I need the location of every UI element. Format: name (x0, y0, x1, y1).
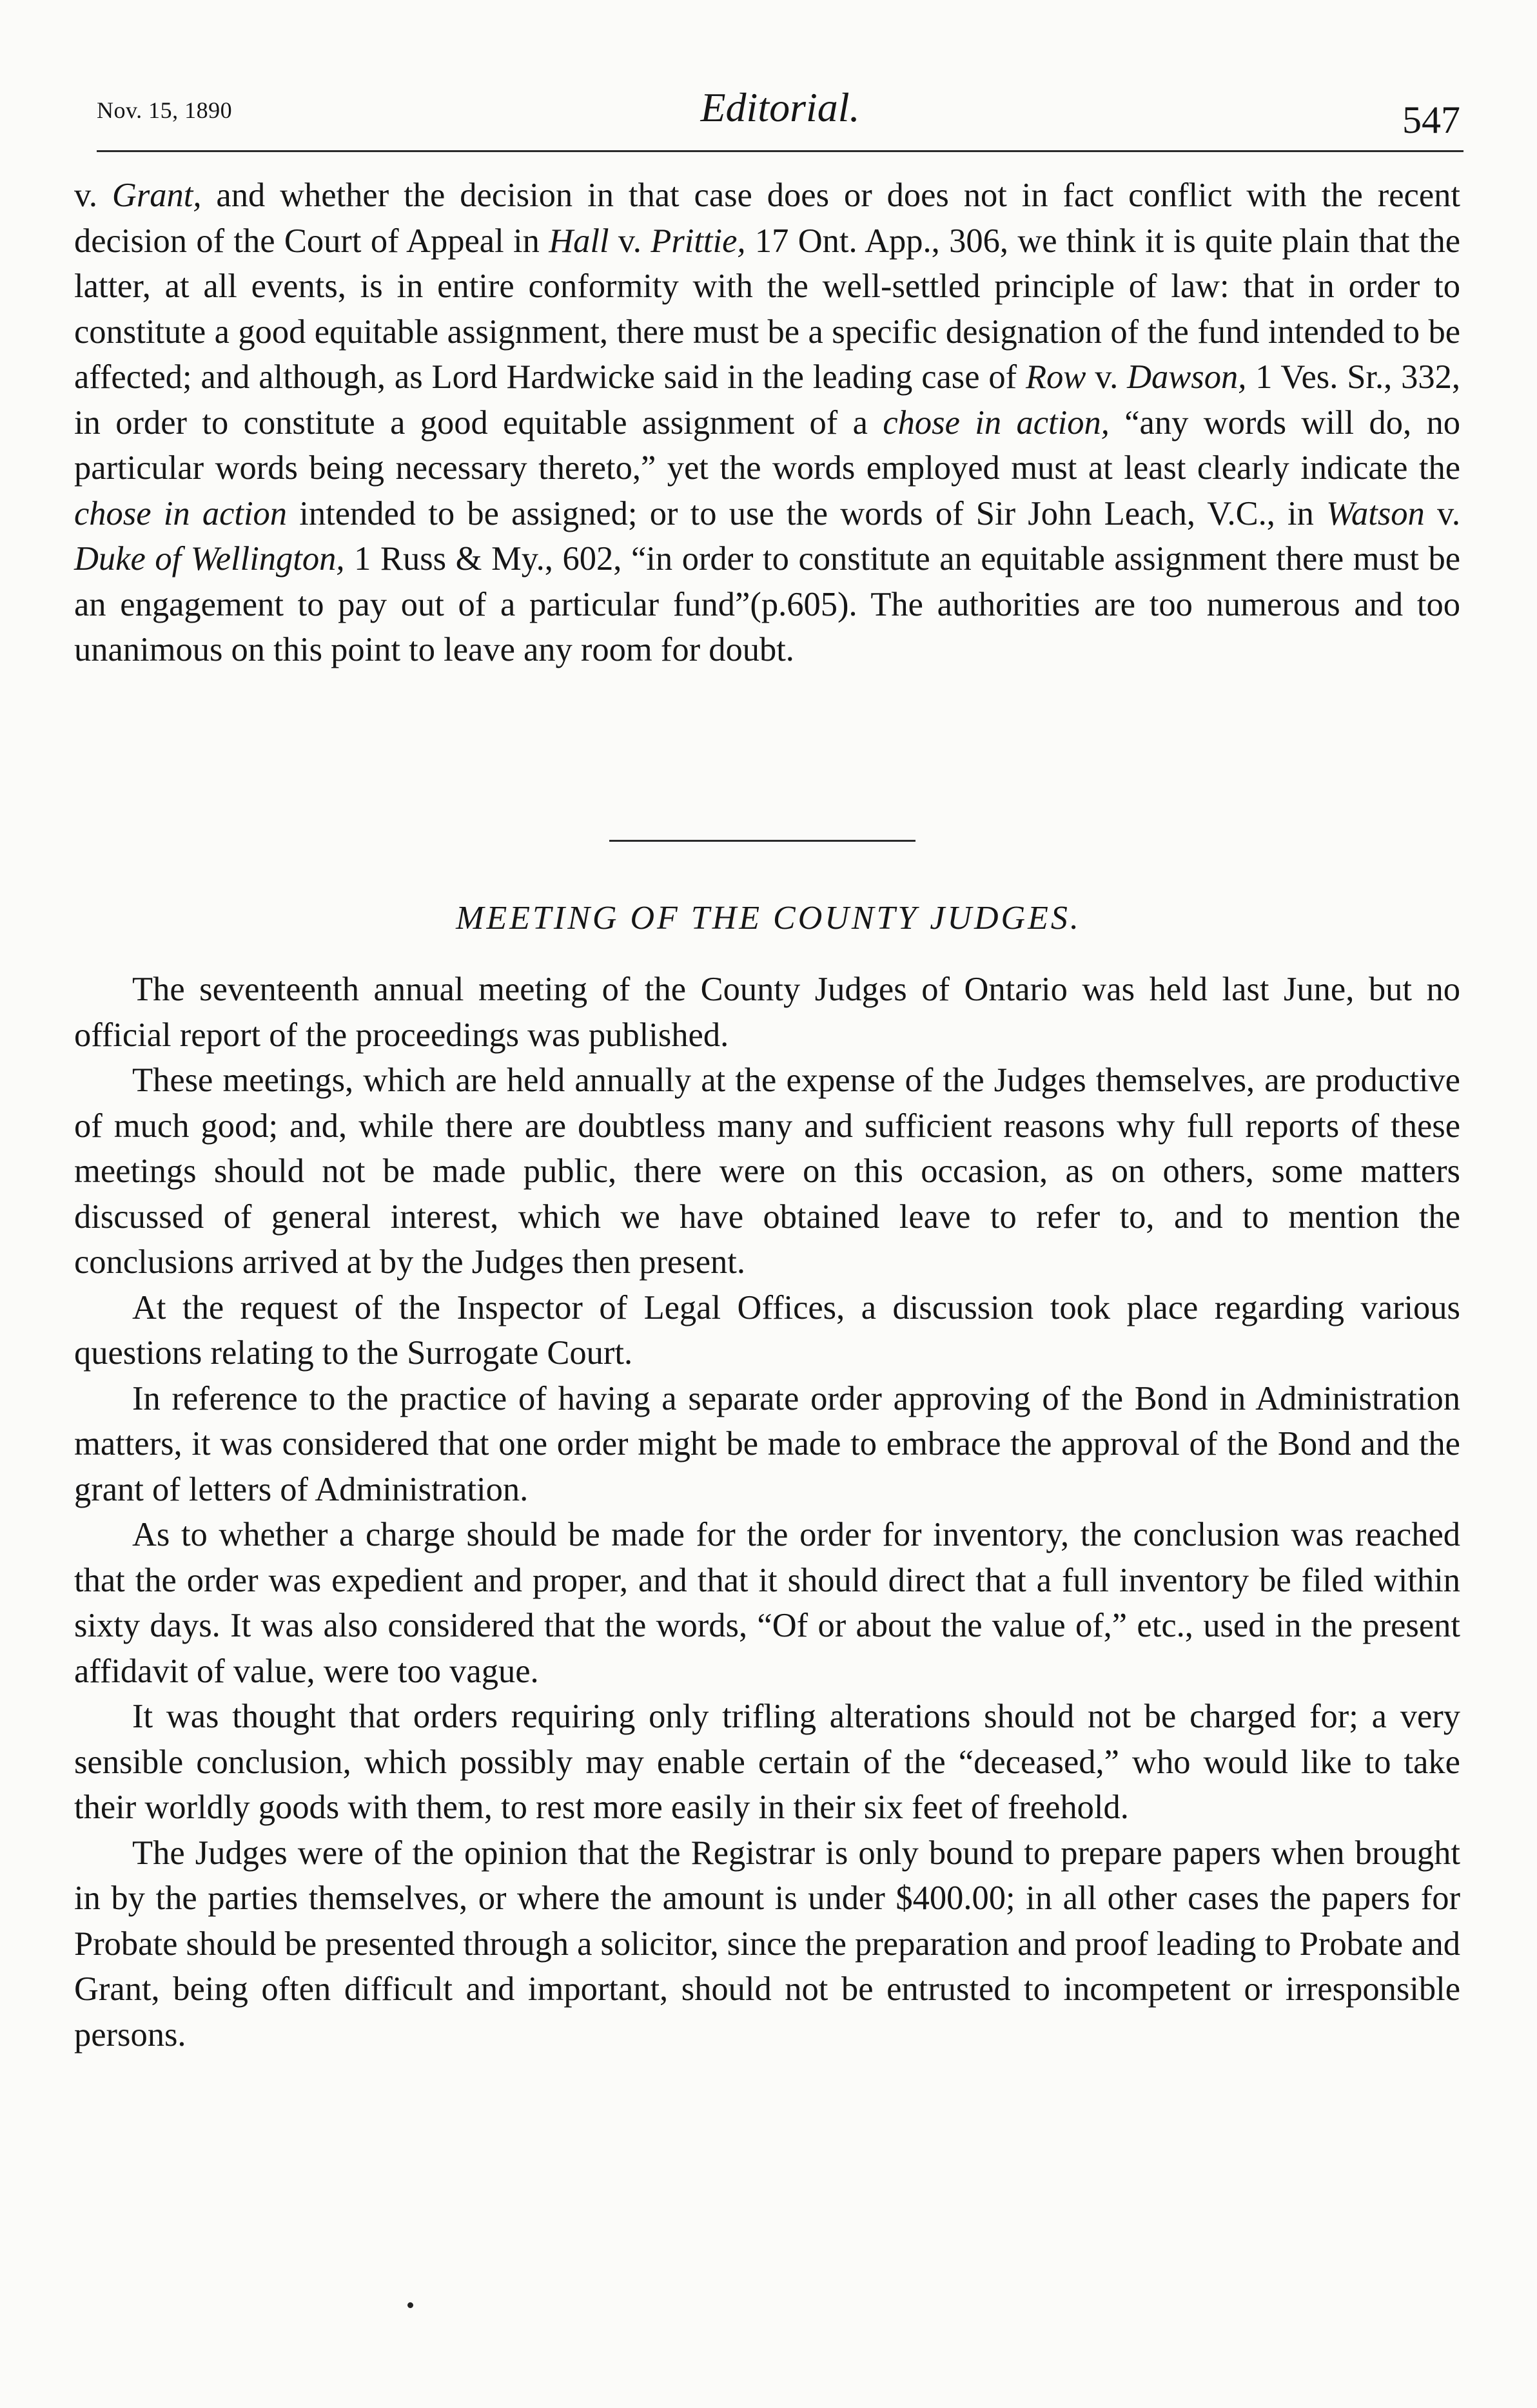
italic-run: chose in action (74, 494, 288, 532)
paragraph-registrar-papers: The Judges were of the opinion that the Registrar is only bound to prepare papers when brought in by the parties themselves, or where the amount is under $400.00; in all other cases the papers for Probate should be presented through a solicitor, since the preparation and proof leading to Probate and Grant, being often difficult and important, should not be entrusted to incompetent or irresponsible persons. (74, 1834, 1460, 2054)
italic-run: Duke of Wellington, (74, 540, 345, 578)
paragraph-annual-meeting: The seventeenth annual meeting of the County Judges of Ontario was held last June, but no official report of the proceedings was published. (74, 971, 1460, 1054)
paragraph-meetings-purpose: These meetings, which are held annually at the expense of the Judges themselves, are productive of much good; and, while there are doubtless many and sufficient reasons why full reports of these meetings should not be made public, there were on this occasion, as on others, some matters discussed of general interest, which we have obtained leave to refer to, and to mention the conclusions arrived at by the Judges then present. (74, 1062, 1460, 1281)
section-title: MEETING OF THE COUNTY JUDGES. (456, 900, 1081, 937)
stray-mark (407, 2302, 413, 2308)
text-run: v. (1086, 358, 1128, 396)
italic-run: chose in action, (883, 403, 1110, 442)
section-divider (609, 840, 915, 842)
paragraph-surrogate-court: At the request of the Inspector of Legal Offices, a discussion took place regarding various questions relating to the Surrogate Court. (74, 1288, 1460, 1372)
section-body (74, 967, 1460, 2057)
text-run: 1 Ves. Sr., 332, in order to constitute a good equitable assignment of a (74, 358, 1461, 442)
italic-run: Grant, (112, 177, 202, 214)
text-run: “any words will do, no particular words being necessary thereto,” yet the words employed must at least clearly indicate the (74, 403, 1460, 487)
paragraph-trifling-alterations: It was thought that orders requiring only trifling alterations should not be charged for; a very sensible conclusion, which possibly may enable certain of the “deceased,” who would like to take their worldly goods with them, to rest more easily in their six feet of freehold. (74, 1698, 1460, 1826)
text-run: intended to be assigned; or to use the words of Sir John Leach, V.C., in (287, 494, 1327, 532)
paragraph-bond-order: In reference to the practice of having a separate order approving of the Bond in Administration matters, it was considered that one order might be made to embrace the approval of the Bond and the grant of letters of Administration. (74, 1379, 1460, 1508)
header-rule (97, 150, 1464, 152)
italic-run: Row (1026, 358, 1086, 396)
running-title: Editorial. (700, 84, 860, 130)
italic-run: Dawson, (1127, 358, 1247, 396)
text-run: v. (1424, 494, 1460, 532)
issue-date: Nov. 15, 1890 (97, 97, 233, 123)
italic-run: Watson (1326, 494, 1425, 532)
italic-run: Hall (549, 222, 609, 260)
text-run: v. (609, 222, 651, 260)
text-run: and whether the decision in that case does or does not in fact conflict with the recent decision of the Court of Appeal in (74, 177, 1460, 260)
paragraph-inventory-order: As to whether a charge should be made for the order for inventory, the conclusion was reached that the order was expedient and proper, and that it should direct that a full inventory be filed within sixty days. It was also considered that the words, “Of or about the value of,” etc., used in the present affidavit of value, were too vague. (74, 1516, 1460, 1690)
text-run: v. (74, 177, 112, 214)
text-run: 1 Russ & My., 602, “in order to constitute an equitable assignment there must be an engagement to pay out of a particular fund”(p.605). The authorities are too numerous and too unanimous on this point to leave any room for doubt. (74, 540, 1460, 668)
page-number: 547 (1402, 99, 1460, 141)
running-head (93, 84, 1467, 148)
continuation-paragraph (74, 173, 1460, 673)
text-run: 17 Ont. App., 306, we think it is quite plain that the latter, at all events, is in entire conformity with the well-settled principle of law: that in order to constitute a good equitable assignment, there must be a specific designation of the fund intended to be affected; and although, as Lord Hardwicke said in the leading case of (74, 222, 1460, 396)
continuation-text (74, 173, 1460, 673)
italic-run: Prittie, (651, 222, 746, 260)
